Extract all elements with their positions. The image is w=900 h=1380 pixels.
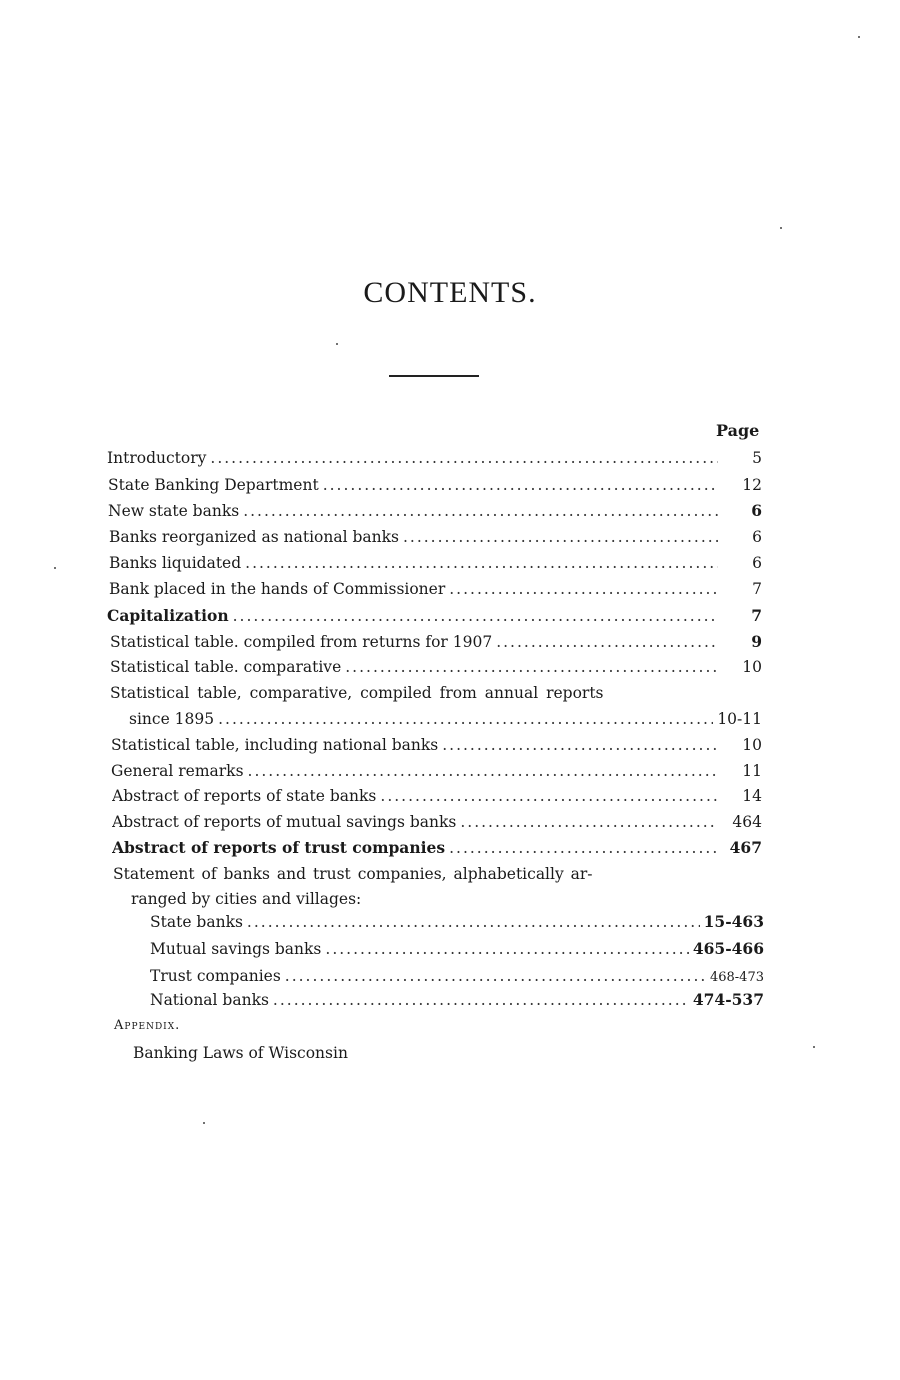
toc-page: 10	[742, 736, 762, 754]
scan-speck	[54, 567, 56, 569]
toc-entry-statement-line2: ranged by cities and villages:	[131, 890, 362, 908]
toc-entry-abstract-mutual-savings	[112, 813, 762, 837]
toc-entry-statistical-1907	[110, 632, 762, 656]
toc-page: 12	[742, 476, 762, 494]
toc-page: 7	[751, 606, 762, 625]
leader-dots	[380, 787, 718, 805]
toc-entry-banks-liquidated	[109, 554, 762, 578]
leader-dots	[285, 967, 706, 985]
leader-dots	[210, 449, 718, 467]
toc-subentry-national-banks	[150, 990, 764, 1014]
toc-entry-abstract-trust-companies	[112, 838, 762, 862]
toc-subentry-trust-companies	[150, 967, 764, 991]
toc-page: 474-537	[692, 990, 764, 1009]
leader-dots	[218, 710, 713, 728]
toc-label: since 1895	[129, 710, 215, 728]
title-rule	[389, 375, 479, 377]
leader-dots	[460, 813, 718, 831]
toc-page: 5	[752, 449, 762, 467]
toc-page: 464	[732, 813, 762, 831]
scan-speck	[336, 343, 338, 345]
toc-label: Banks liquidated	[109, 554, 242, 572]
scan-speck	[858, 36, 860, 38]
toc-label: Abstract of reports of mutual savings banks	[112, 813, 457, 831]
toc-subentry-mutual-savings-banks	[150, 939, 764, 963]
toc-label: Capitalization	[107, 606, 229, 625]
toc-label: State Banking Department	[108, 476, 319, 494]
scan-speck	[780, 227, 782, 229]
toc-entry-capitalization	[107, 606, 762, 630]
leader-dots	[245, 554, 718, 572]
leader-dots	[233, 607, 718, 625]
toc-label: Bank placed in the hands of Commissioner	[109, 580, 446, 598]
toc-label: Statistical table. compiled from returns for 1907	[110, 633, 493, 651]
toc-label: Mutual savings banks	[150, 940, 322, 958]
scan-speck	[813, 1046, 815, 1048]
toc-label: New state banks	[108, 502, 240, 520]
toc-page: 467	[729, 838, 762, 857]
toc-page: 14	[742, 787, 762, 805]
toc-entry-bank-placed-commissioner	[109, 580, 762, 604]
toc-entry-abstract-state-banks	[112, 787, 762, 811]
toc-entry-introductory	[107, 449, 762, 473]
toc-label: Introductory	[107, 449, 207, 467]
toc-entry-statistical-national	[111, 736, 762, 760]
toc-entry-statistical-annual-line2	[129, 710, 762, 734]
leader-dots	[449, 580, 718, 598]
toc-label: General remarks	[111, 762, 244, 780]
toc-page: 7	[752, 580, 762, 598]
toc-page: 465-466	[692, 939, 764, 958]
page-title: CONTENTS.	[363, 276, 537, 309]
toc-label: Abstract of reports of state banks	[112, 787, 377, 805]
toc-label: Trust companies	[150, 967, 281, 985]
toc-page: 15-463	[703, 912, 764, 931]
toc-page: 6	[752, 554, 762, 572]
toc-entry-statement-line1: Statement of banks and trust companies, alphabetically ar-	[113, 865, 593, 883]
toc-page: 6	[751, 501, 762, 520]
leader-dots	[247, 913, 700, 931]
leader-dots	[323, 476, 718, 494]
leader-dots	[403, 528, 718, 546]
toc-label: Abstract of reports of trust companies	[112, 838, 446, 857]
scan-speck	[203, 1122, 205, 1124]
toc-subentry-state-banks	[150, 912, 764, 936]
toc-entry-new-state-banks	[108, 501, 762, 525]
toc-label: State banks	[150, 913, 243, 931]
toc-page: 11	[742, 762, 762, 780]
toc-entry-state-banking-department	[108, 476, 762, 500]
appendix-item: Banking Laws of Wisconsin	[133, 1044, 348, 1062]
toc-page: 9	[751, 632, 762, 651]
toc-entry-banks-reorganized	[109, 528, 762, 552]
toc-page: 6	[752, 528, 762, 546]
toc-page: 10	[742, 658, 762, 676]
leader-dots	[248, 762, 718, 780]
page-column-header: Page	[716, 421, 760, 440]
toc-entry-statistical-annual-line1: Statistical table, comparative, compiled from annual reports	[110, 684, 604, 702]
toc-page: 10-11	[717, 710, 762, 728]
leader-dots	[345, 658, 718, 676]
leader-dots	[496, 633, 718, 651]
leader-dots	[243, 502, 718, 520]
leader-dots	[325, 940, 688, 958]
appendix-heading: Appendix.	[114, 1018, 181, 1033]
leader-dots	[273, 991, 689, 1009]
toc-entry-general-remarks	[111, 762, 762, 786]
toc-entry-statistical-comparative	[110, 658, 762, 682]
toc-label: Statistical table. comparative	[110, 658, 342, 676]
leader-dots	[449, 839, 718, 857]
toc-label: Statistical table, including national banks	[111, 736, 439, 754]
toc-label: Banks reorganized as national banks	[109, 528, 399, 546]
toc-label: National banks	[150, 991, 269, 1009]
leader-dots	[442, 736, 718, 754]
toc-page: 468-473	[709, 970, 764, 985]
